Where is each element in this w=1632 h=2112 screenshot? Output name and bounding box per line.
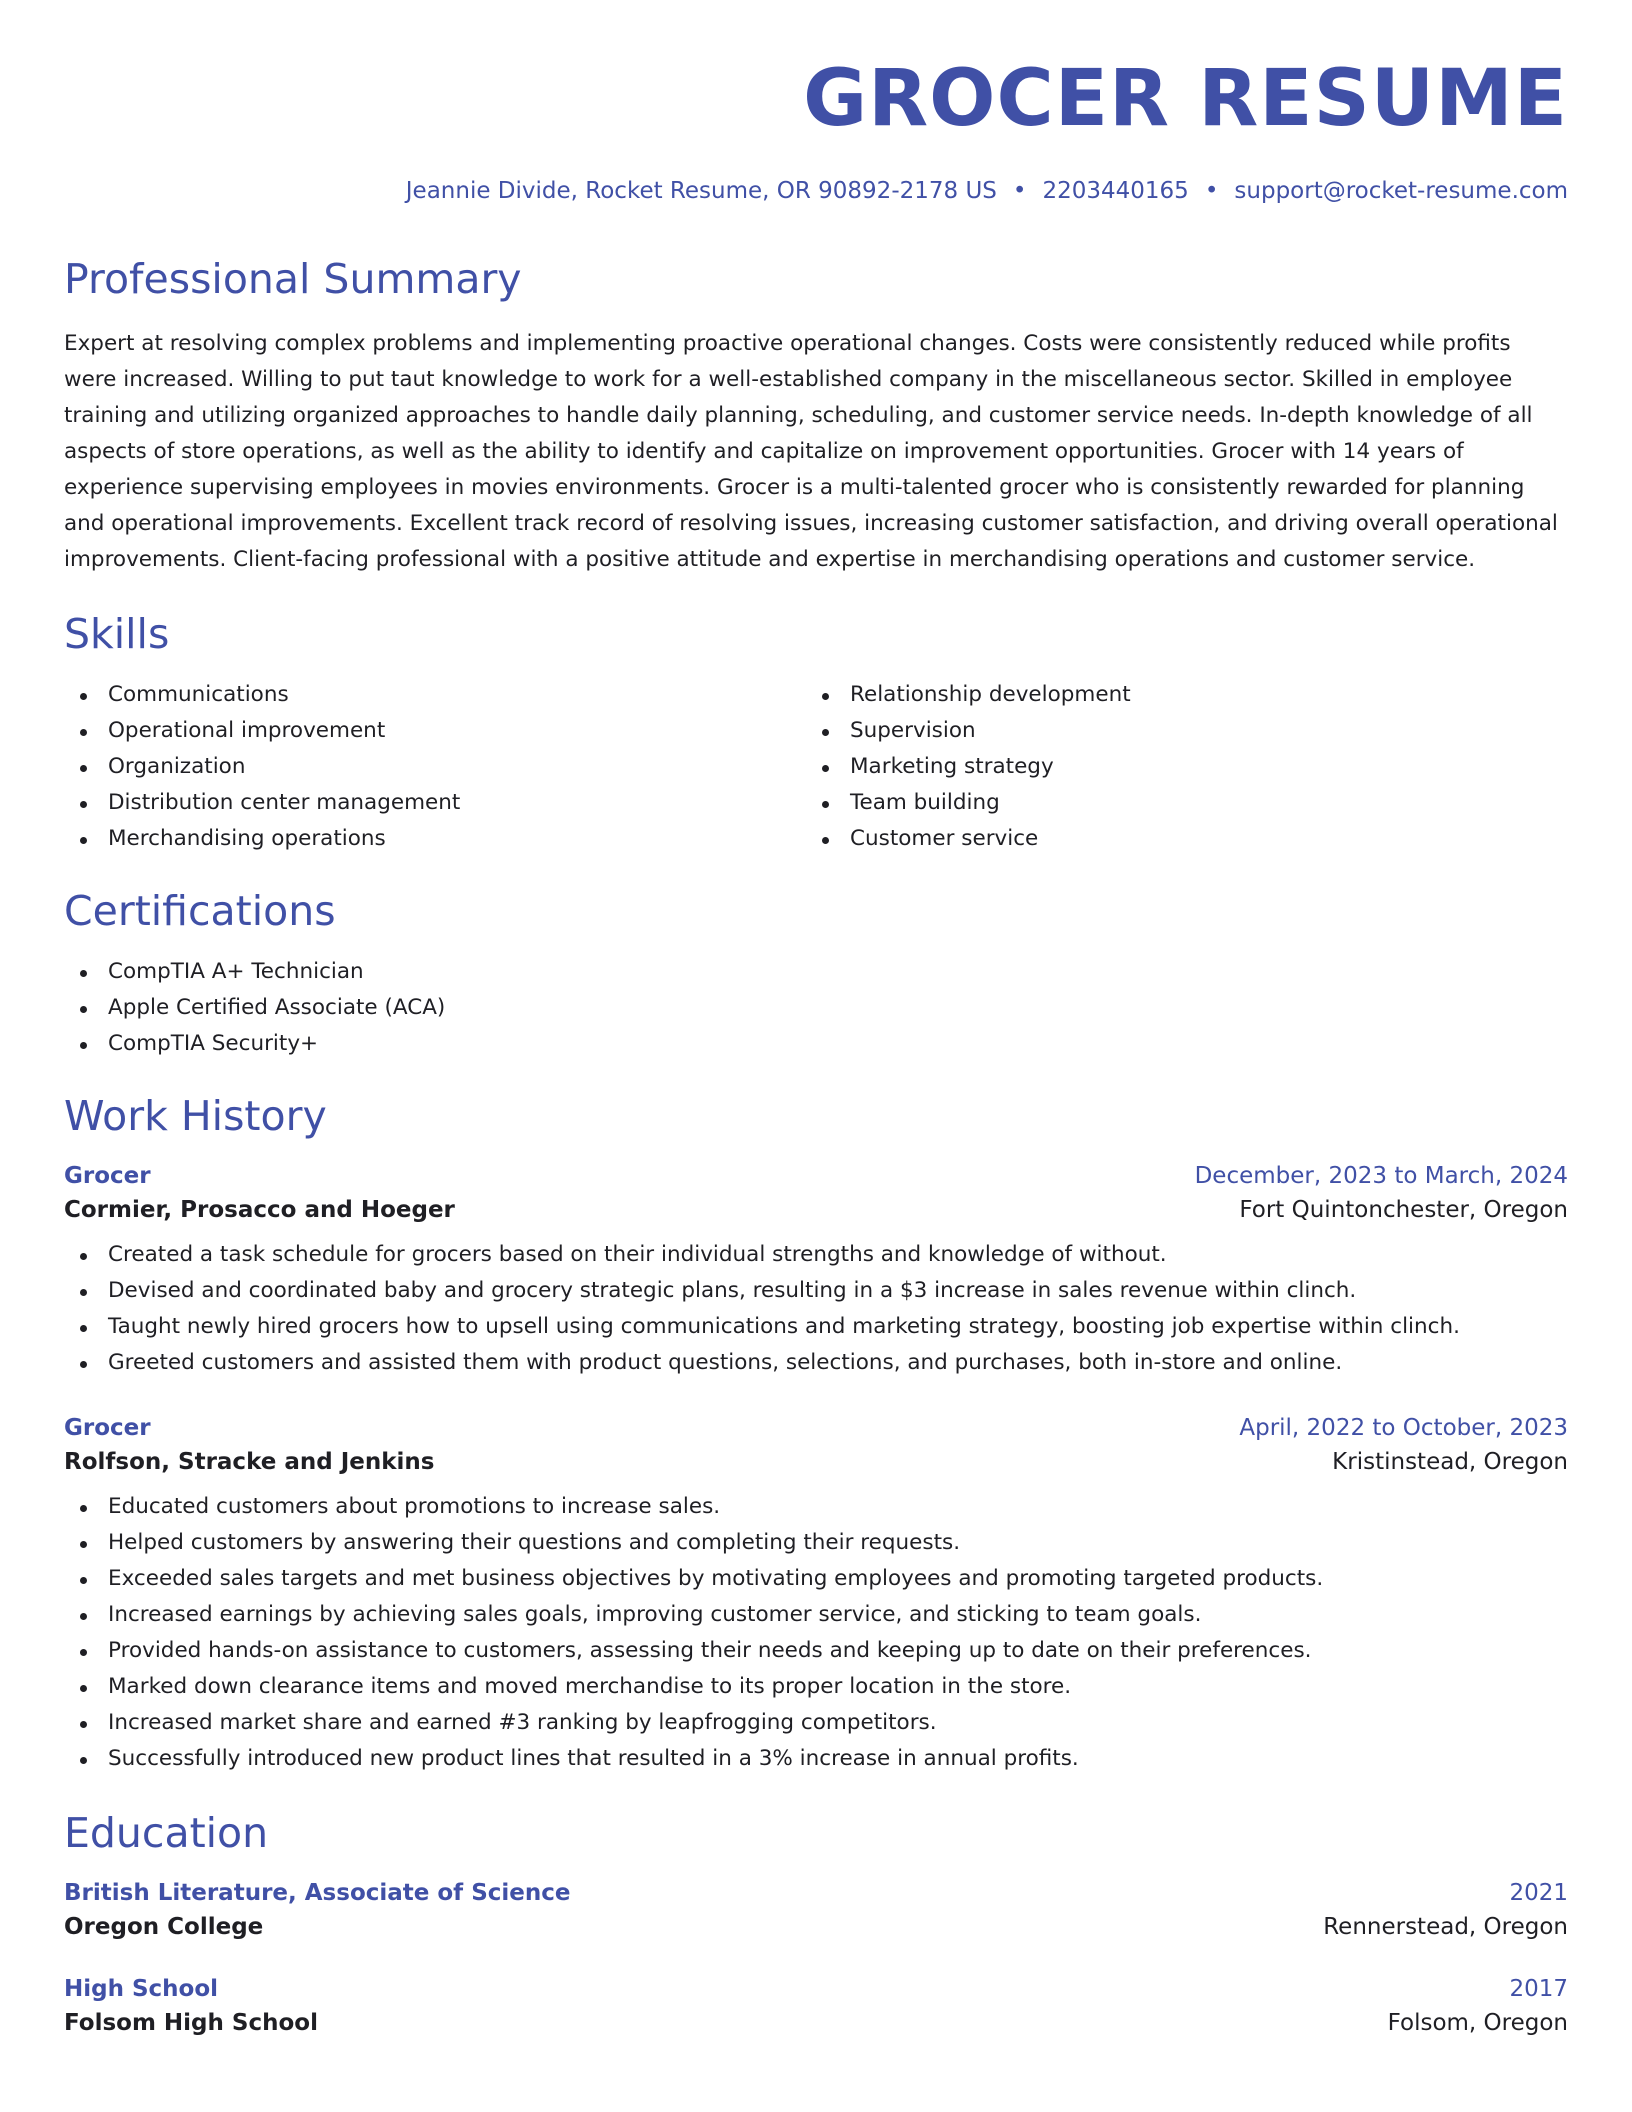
skill-item: Customer service (806, 821, 1548, 857)
job-employer-row (64, 1449, 1568, 1475)
job-header (64, 1415, 1568, 1441)
job-bullets (64, 1489, 1568, 1777)
job-bullet: Devised and coordinated baby and grocery strategic plans, resulting in a $3 increase in sales revenue within clinch. (64, 1273, 1568, 1309)
education-header (64, 1880, 1568, 1906)
job-bullet: Exceeded sales targets and met business objectives by motivating employees and promoting targeted products. (64, 1561, 1568, 1597)
skill-item: Marketing strategy (806, 749, 1548, 785)
skills-heading: Skills (64, 610, 170, 658)
education-degree: British Literature, Associate of Science (64, 1880, 571, 1906)
certifications-heading: Certifications (64, 887, 336, 935)
contact-phone: 2203440165 (1042, 178, 1189, 204)
skill-item: Relationship development (806, 677, 1548, 713)
skill-item: Distribution center management (64, 785, 806, 821)
skill-item: Operational improvement (64, 713, 806, 749)
job-bullet: Marked down clearance items and moved merchandise to its proper location in the store. (64, 1669, 1568, 1705)
job-bullet: Created a task schedule for grocers based on their individual strengths and knowledge of without. (64, 1237, 1568, 1273)
work-history-heading: Work History (64, 1092, 327, 1140)
job-title: Grocer (64, 1415, 151, 1441)
education-year: 2021 (1509, 1880, 1568, 1906)
job-company: Cormier, Prosacco and Hoeger (64, 1197, 455, 1223)
job-header (64, 1163, 1568, 1189)
job-bullet: Greeted customers and assisted them with product questions, selections, and purchases, both in-store and online. (64, 1345, 1568, 1381)
contact-line (64, 180, 1568, 203)
job-company: Rolfson, Stracke and Jenkins (64, 1449, 435, 1475)
summary-text: Expert at resolving complex problems and implementing proactive operational changes. Costs were consistently reduced while profits were increased. Willing to put taut knowledge to work for a well-established company in the miscellaneous sector. Skilled in employee training and utilizing organized approaches to handle daily planning, scheduling, and customer service needs. In-depth knowledge of all aspects of store operations, as well as the ability to identify and capitalize on improvement opportunities. Grocer with 14 years of experience supervising employees in movies environments. Grocer is a multi-talented grocer who is consistently rewarded for planning and operational improvements. Excellent track record of resolving issues, increasing customer satisfaction, and driving overall operational improvements. Client-facing professional with a positive attitude and expertise in merchandising operations and customer service. (64, 331, 1558, 572)
job-bullet: Taught newly hired grocers how to upsell using communications and marketing strategy, boosting job expertise within clinch. (64, 1309, 1568, 1345)
skills-column-left (64, 677, 806, 857)
skills-column-right (806, 677, 1548, 857)
resume-title: GROCER RESUME (803, 54, 1568, 144)
certification-item: CompTIA A+ Technician (64, 954, 1568, 990)
contact-separator: • (1012, 178, 1027, 204)
job-employer-row (64, 1197, 1568, 1223)
job-dates: April, 2022 to October, 2023 (1239, 1415, 1568, 1441)
education-header (64, 1976, 1568, 2002)
education-degree: High School (64, 1976, 219, 2002)
job-title: Grocer (64, 1163, 151, 1189)
job-location: Kristinstead, Oregon (1332, 1449, 1568, 1475)
education-school: Folsom High School (64, 2010, 318, 2036)
skill-item: Supervision (806, 713, 1548, 749)
certification-item: Apple Certified Associate (ACA) (64, 990, 1568, 1026)
contact-address: Jeannie Divide, Rocket Resume, OR 90892-2178 US (405, 178, 997, 204)
education-location: Folsom, Oregon (1387, 2010, 1568, 2036)
job-bullet: Increased market share and earned #3 ranking by leapfrogging competitors. (64, 1705, 1568, 1741)
education-school-row (64, 2010, 1568, 2036)
certifications-list (64, 954, 1568, 1062)
skill-item: Team building (806, 785, 1548, 821)
job-bullet: Successfully introduced new product lines that resulted in a 3% increase in annual profits. (64, 1741, 1568, 1777)
summary-heading: Professional Summary (64, 255, 522, 303)
job-location: Fort Quintonchester, Oregon (1239, 1197, 1568, 1223)
contact-email: support@rocket-resume.com (1234, 178, 1568, 204)
job-bullets (64, 1237, 1568, 1381)
job-bullet: Increased earnings by achieving sales goals, improving customer service, and sticking to team goals. (64, 1597, 1568, 1633)
certification-item: CompTIA Security+ (64, 1026, 1568, 1062)
job-bullet: Provided hands-on assistance to customers, assessing their needs and keeping up to date on their preferences. (64, 1633, 1568, 1669)
education-school: Oregon College (64, 1914, 264, 1940)
education-location: Rennerstead, Oregon (1323, 1914, 1568, 1940)
education-year: 2017 (1509, 1976, 1568, 2002)
job-dates: December, 2023 to March, 2024 (1194, 1163, 1568, 1189)
skills-list (64, 677, 1568, 857)
education-school-row (64, 1914, 1568, 1940)
job-bullet: Helped customers by answering their questions and completing their requests. (64, 1525, 1568, 1561)
job-bullet: Educated customers about promotions to increase sales. (64, 1489, 1568, 1525)
education-heading: Education (64, 1809, 269, 1857)
contact-separator: • (1204, 178, 1219, 204)
skill-item: Communications (64, 677, 806, 713)
skill-item: Organization (64, 749, 806, 785)
skill-item: Merchandising operations (64, 821, 806, 857)
